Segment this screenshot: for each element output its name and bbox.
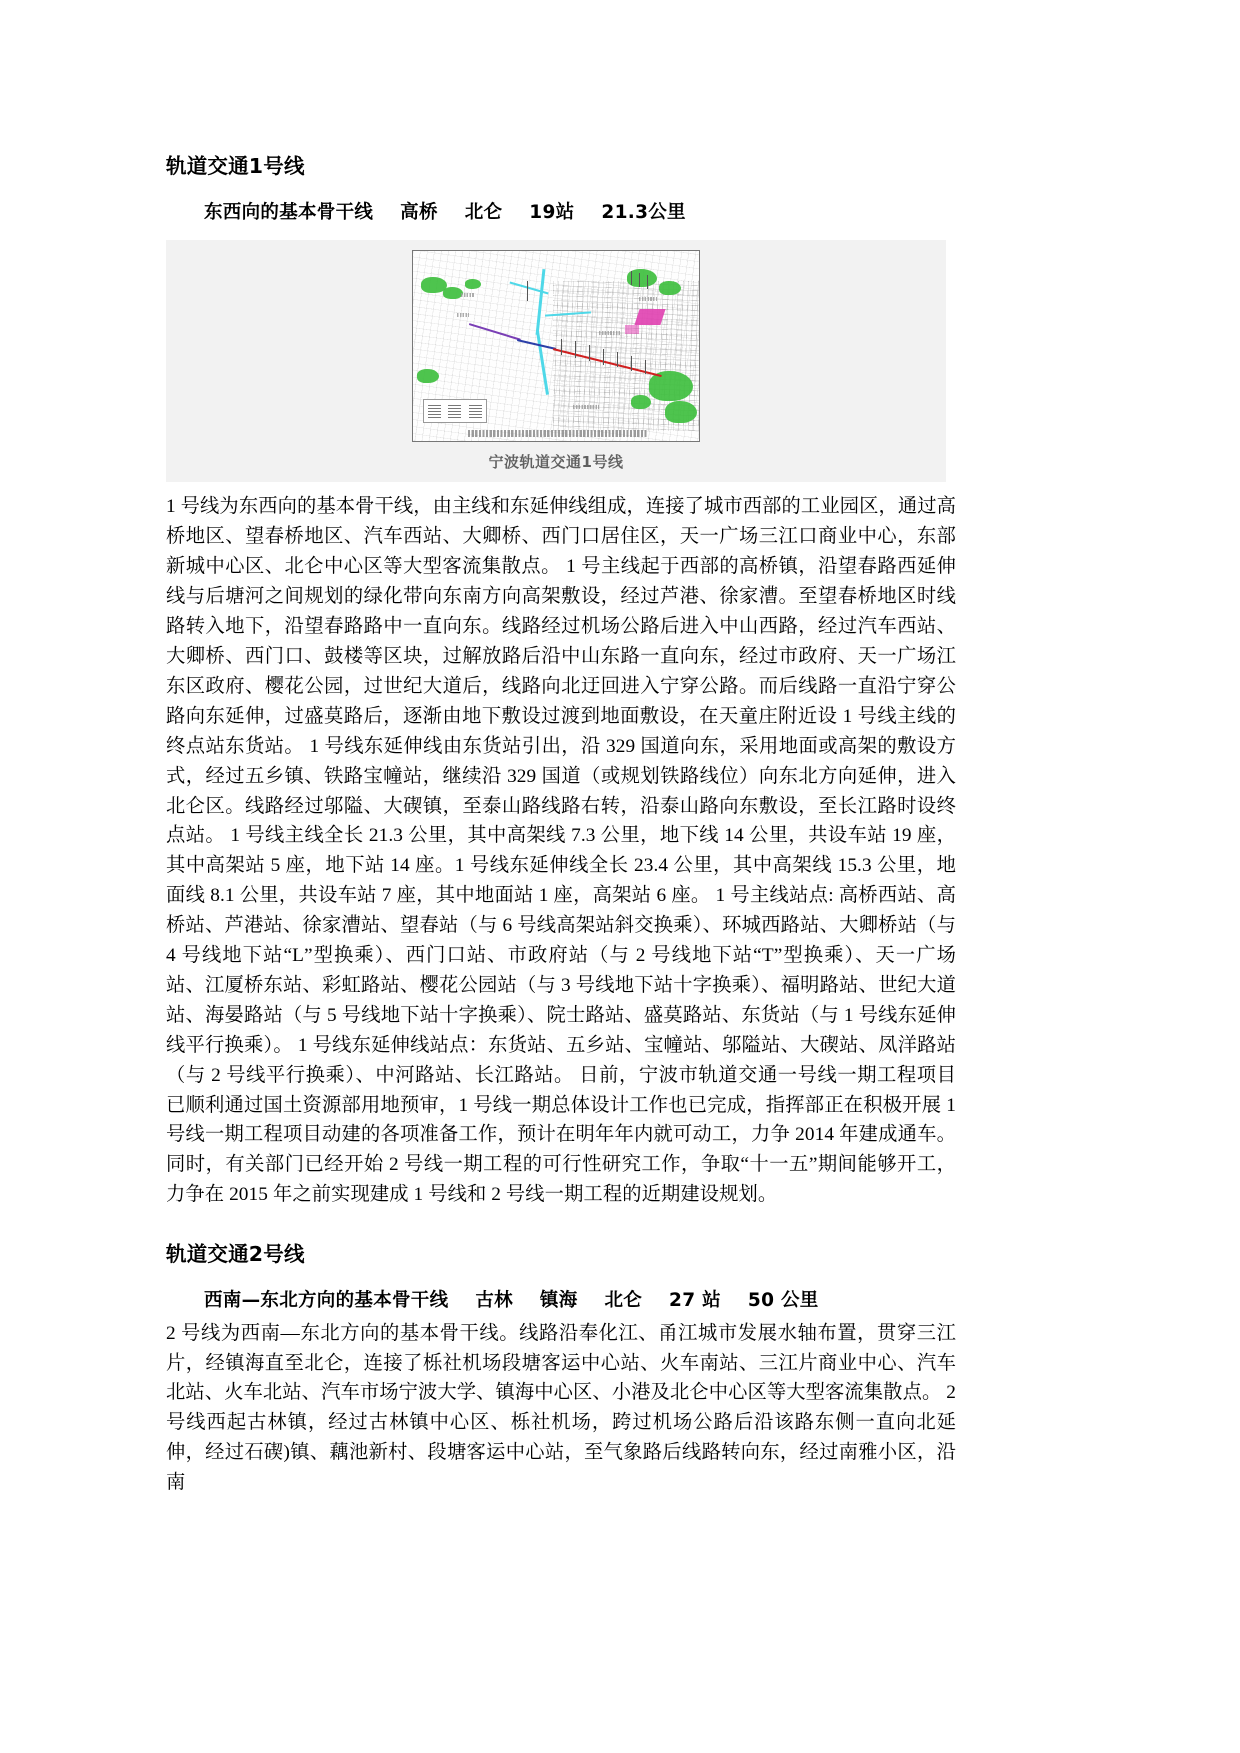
map-legend-swatch <box>428 405 441 418</box>
map-highlight-zone <box>634 309 665 325</box>
map-text-label <box>461 293 475 297</box>
map-station-tick <box>575 341 576 358</box>
page-content <box>166 152 956 1498</box>
map-internal-title <box>468 430 648 437</box>
map-station-tick <box>631 271 632 285</box>
map-station-tick <box>647 275 648 289</box>
figure-inner <box>412 240 700 482</box>
section-subtitle-line2: 西南—东北方向的基本骨干线 古林 镇海 北仑 27 站 50 公里 <box>204 1289 819 1311</box>
map-station-tick <box>603 349 604 365</box>
map-text-label <box>573 405 599 409</box>
map-legend-swatch <box>469 405 482 418</box>
map-highlight-zone <box>625 325 639 334</box>
section-heading-line2: 轨道交通2号线 <box>166 1242 305 1267</box>
map-image-line1 <box>412 250 700 442</box>
map-legend-swatch <box>448 405 461 418</box>
map-station-tick <box>527 281 528 301</box>
map-station-tick <box>617 352 618 367</box>
map-green-area <box>649 371 693 401</box>
section-spacer <box>166 1210 956 1240</box>
map-station-tick <box>561 339 562 355</box>
map-legend <box>423 399 487 423</box>
map-text-label <box>599 331 621 335</box>
map-text-label <box>457 313 469 317</box>
map-station-tick <box>589 345 590 361</box>
body-paragraph-line1: 1 号线为东西向的基本骨干线，由主线和东延伸线组成，连接了城市西部的工业园区，通过高桥地区、望春桥地区、汽车西站、大卿桥、西门口居住区，天一广场三江口商业中心，东部新城中心区、北仑中心区等大型客流集散点。 1 号主线起于西部的高桥镇，沿望春路西延伸线与后塘河之间规划的绿化带向东南方向高架敷设，经过芦港、徐家漕。至望春桥地区时线路转入地下，沿望春路路中一直向东。线路经过机场公路后进入中山西路，经过汽车西站、大卿桥、西门口、鼓楼等区块，过解放路后沿中山东路一直向东，经过市政府、天一广场江东区政府、樱花公园，过世纪大道后，线路向北迂回进入宁穿公路。而后线路一直沿宁穿公路向东延伸，过盛莫路后，逐渐由地下敷设过渡到地面敷设，在天童庄附近设 1 号线主线的终点站东货站。 1 号线东延伸线由东货站引出，沿 329 国道向东，采用地面或高架的敷设方式，经过五乡镇、铁路宝幢站，继续沿 329 国道（或规划铁路线位）向东北方向延伸，进入北仑区。线路经过邬隘、大碶镇，至泰山路线路右转，沿泰山路向东敷设，至长江路时设终点站。 1 号线主线全长 21.3 公里，其中高架线 7.3 公里，地下线 14 公里，共设车站 19 座，其中高架站 5 座，地下站 14 座。1 号线东延伸线全长 23.4 公里，其中高架线 15.3 公里，地面线 8.1 公里，共设车站 7 座，其中地面站 1 座，高架站 6 座。 1 号主线站点: 高桥西站、高桥站、芦港站、徐家漕站、望春站（与 6 号线高架站斜交换乘）、环城西路站、大卿桥站（与 4 号线地下站“L”型换乘）、西门口站、市政府站（与 2 号线地下站“T”型换乘）、天一广场站、江厦桥东站、彩虹路站、樱花公园站（与 3 号线地下站十字换乘）、福明路站、世纪大道站、海晏路站（与 5 号线地下站十字换乘）、院士路站、盛莫路站、东货站（与 1 号线东延伸线平行换乘）。 1 号线东延伸线站点：东货站、五乡站、宝幢站、邬隘站、大碶站、凤洋路站（与 2 号线平行换乘）、中河路站、长江路站。 日前，宁波市轨道交通一号线一期工程项目已顺利通过国土资源部用地预审，1 号线一期总体设计工作也已完成，指挥部正在积极开展 1 号线一期工程项目动建的各项准备工作，预计在明年年内就可动工，力争 2014 年建成通车。 同时，有关部门已经开始 2 号线一期工程的可行性研究工作，争取“十一五”期间能够开工，力争在 2015 年之前实现建成 1 号线和 2 号线一期工程的近期建设规划。 <box>166 496 957 1206</box>
map-station-tick <box>639 273 640 287</box>
figure-line1 <box>166 240 946 482</box>
map-text-label <box>639 297 657 301</box>
map-station-tick <box>631 356 632 371</box>
map-station-tick <box>645 360 646 374</box>
body-paragraph-line2: 2 号线为西南—东北方向的基本骨干线。线路沿奉化江、甬江城市发展水轴布置，贯穿三江片，经镇海直至北仑，连接了栎社机场段塘客运中心站、火车南站、三江片商业中心、汽车北站、火车北站、汽车市场宁波大学、镇海中心区、小港及北仑中心区等大型客流集散点。 2 号线西起古林镇，经过古林镇中心区、栎社机场，跨过机场公路后沿该路东侧一直向北延伸，经过石碶)镇、藕池新村、段塘客运中心站，至气象路后线路转向东，经过南雅小区，沿南 <box>166 1322 956 1494</box>
map-green-area <box>665 401 697 423</box>
section-heading-line1: 轨道交通1号线 <box>166 154 305 178</box>
section-subtitle-line1: 东西向的基本骨干线 高桥 北仑 19站 21.3公里 <box>204 201 686 223</box>
figure-caption-line1: 宁波轨道交通1号线 <box>488 453 624 472</box>
